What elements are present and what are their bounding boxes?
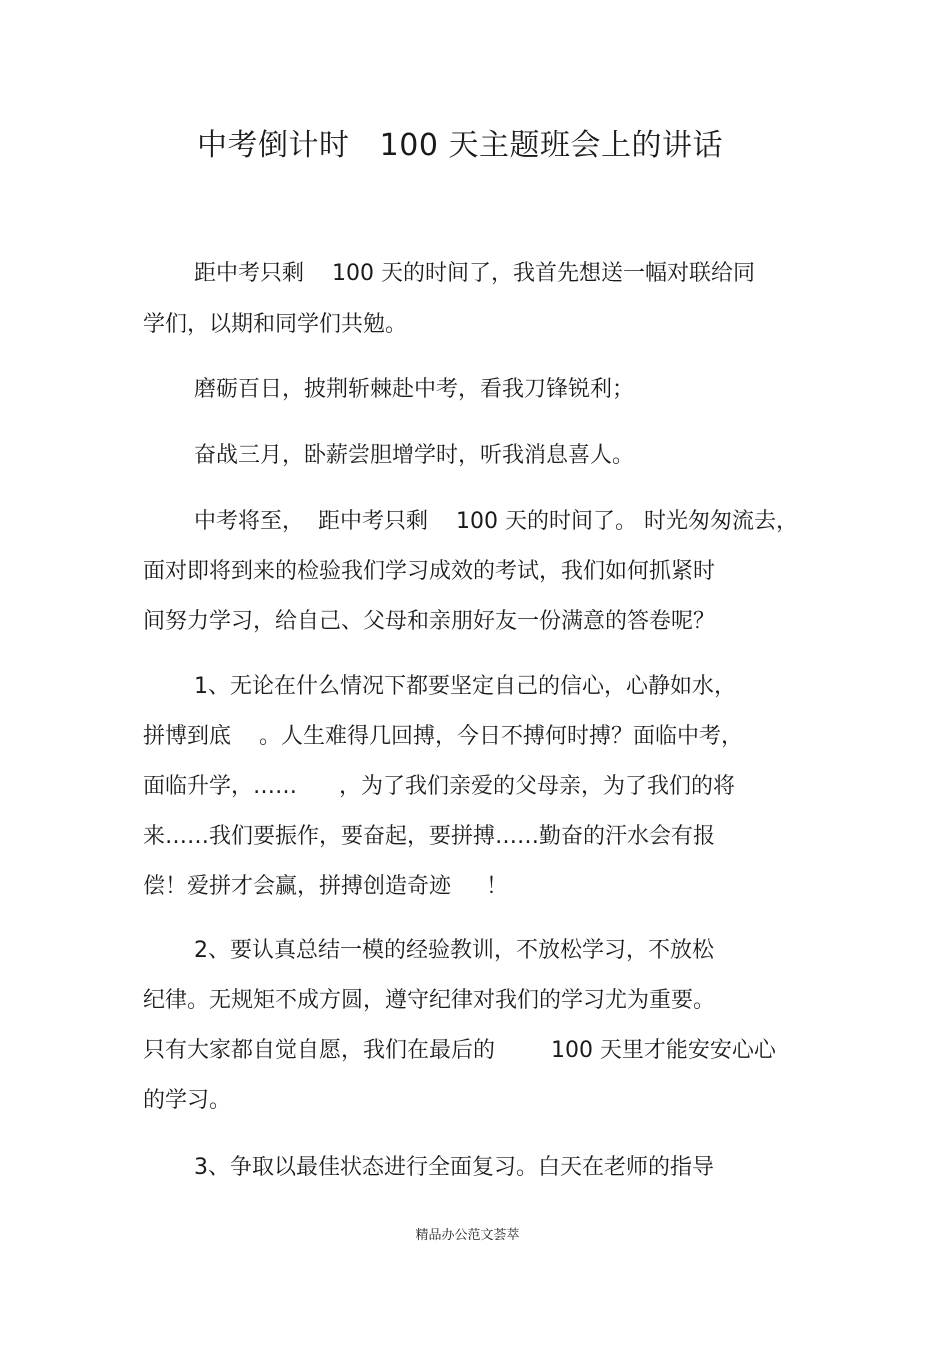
list-item-1-line: 来……我们要振作，要奋起，要拼搏……勤奋的汗水会有报 <box>143 824 716 849</box>
list-item-1-line: 拼博到底 。人生难得几回搏，今日不搏何时搏？面临中考， <box>143 724 743 749</box>
list-item-2-line: 的学习。 <box>143 1088 232 1113</box>
document-title: 中考倒计时 100 天主题班会上的讲话 <box>197 128 723 163</box>
list-item-1-line: 偿！爱拼才会赢，拼搏创造奇迹 ！ <box>143 874 508 899</box>
page-footer: 精品办公范文荟萃 <box>415 1228 520 1243</box>
list-item-2-line: 2、要认真总结一模的经验教训，不放松学习，不放松 <box>194 938 714 963</box>
couplet-line-1: 磨砺百日，披荆斩棘赴中考，看我刀锋锐利； <box>194 377 635 402</box>
paragraph-line: 间努力学习，给自己、父母和亲朋好友一份满意的答卷呢？ <box>143 609 716 634</box>
paragraph-line: 面对即将到来的检验我们学习成效的考试，我们如何抓紧时 <box>143 559 716 584</box>
list-item-2-line: 纪律。无规矩不成方圆，遵守纪律对我们的学习尤为重要。 <box>143 988 716 1013</box>
list-item-1-line: 面临升学，…… ，为了我们亲爱的父母亲，为了我们的将 <box>143 774 735 799</box>
paragraph-line: 距中考只剩 100 天的时间了，我首先想送一幅对联给同 <box>194 261 755 286</box>
paragraph-line: 学们，以期和同学们共勉。 <box>143 312 408 337</box>
list-item-2-line: 只有大家都自觉自愿，我们在最后的 100 天里才能安安心心 <box>143 1038 776 1063</box>
list-item-1-line: 1、无论在什么情况下都要坚定自己的信心，心静如水， <box>194 674 736 699</box>
couplet-line-2: 奋战三月，卧薪尝胆增学时，听我消息喜人。 <box>194 443 635 468</box>
paragraph-line: 中考将至， 距中考只剩 100 天的时间了。 时光匆匆流去， <box>194 509 798 534</box>
list-item-3-line: 3、争取以最佳状态进行全面复习。白天在老师的指导 <box>194 1155 714 1180</box>
